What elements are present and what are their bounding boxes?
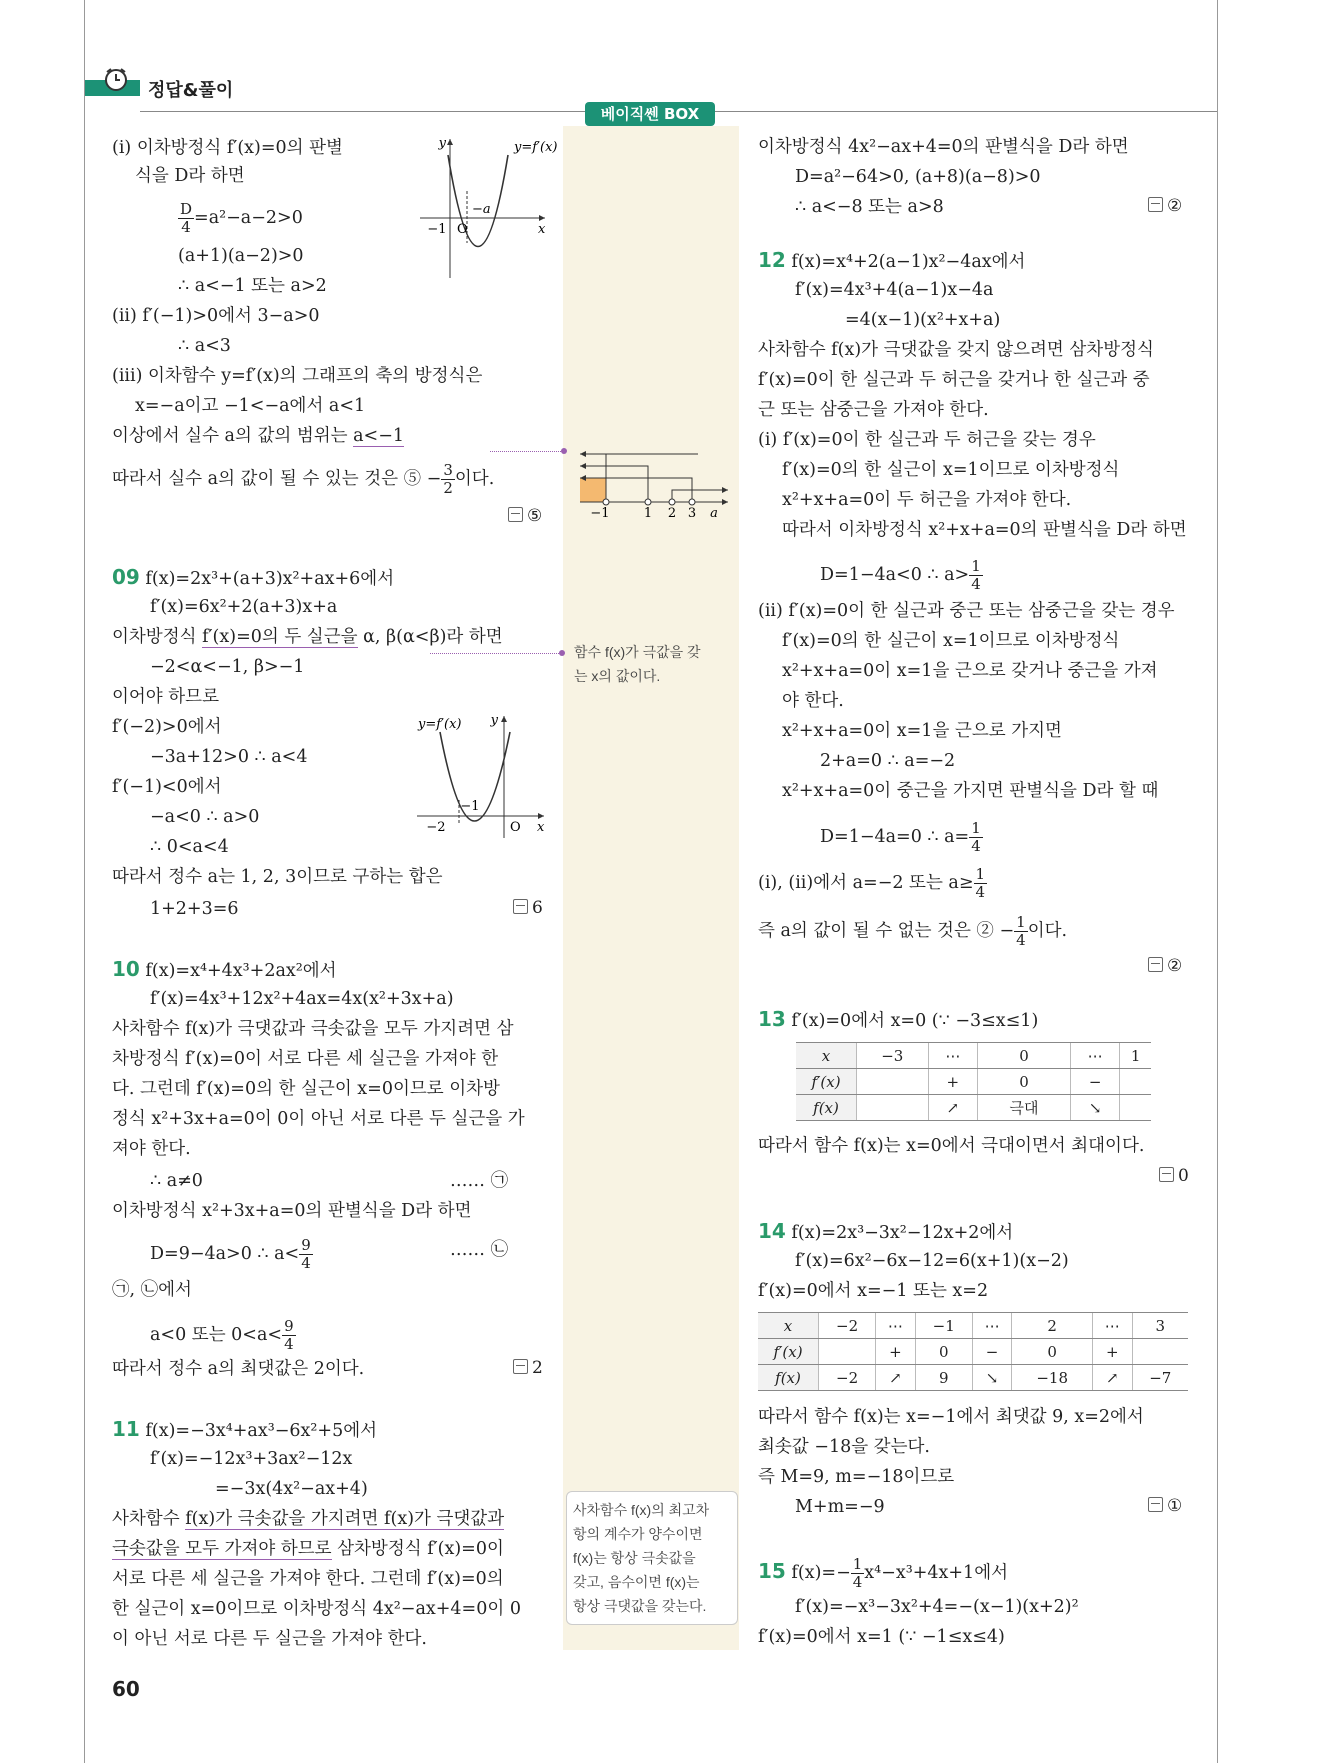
p10-conclusion: 따라서 정수 a의 최댓값은 2이다. [112,1359,365,1379]
frac-num: 1 [852,1555,863,1573]
p13-conclusion: 따라서 함수 f(x)는 x=0에서 극대이면서 최대이다. [758,1136,1145,1156]
p15-l1pre: f(x)=− [791,1563,851,1583]
g2-origin: O [510,820,521,835]
p08-answer [508,506,542,526]
p10-para3: 다. 그런데 f′(x)=0의 한 실근이 x=0이므로 이차방 [112,1079,500,1099]
p11-number: 11 [112,1417,140,1441]
p09-line1 [112,564,394,592]
table-cell: − [1070,1069,1120,1095]
p12-line3: =4(x−1)(x²+x+a) [845,310,1001,330]
p12-case2: (ii) f′(x)=0이 한 실근과 중근 또는 삼중근을 갖는 경우 [758,601,1175,621]
note2-line4: 갖고, 음수이면 f(x)는 [573,1574,700,1590]
table-cell: −2 [819,1313,876,1339]
table-cell [1120,1069,1151,1095]
table-cell: −18 [1012,1365,1093,1391]
g2-flabel: y=f′(x) [418,717,462,732]
p11-l1: f(x)=−3x⁴+ax³−6x²+5에서 [145,1421,378,1441]
p12-line1 [758,247,1025,275]
table-cell: 0 [1012,1339,1093,1365]
table-cell: − [972,1339,1012,1365]
p12-d2-text: D=1−4a=0 ∴ a= [820,827,970,847]
p15-number: 15 [758,1559,786,1583]
table-cell: ↗ [928,1095,978,1121]
note2-line3: f(x)는 항상 극솟값을 [573,1550,696,1566]
page-border-left [84,0,85,1763]
table-cell: f′(x) [796,1069,857,1095]
table-cell: 극대 [978,1095,1071,1121]
table-cell [1132,1339,1188,1365]
p12-from-text: (i), (ii)에서 a=−2 또는 a≥ [758,873,974,893]
p14-answer [1148,1496,1182,1516]
table-cell: ↘ [972,1365,1012,1391]
g1-minus1: −1 [427,222,447,237]
answer-text: ① [1167,1496,1183,1516]
p08-range-line [112,423,404,449]
table-cell: f(x) [758,1365,819,1391]
frac-den: 4 [284,1335,294,1353]
p08-line-f: x=−a이고 −1<−a에서 a<1 [135,396,366,416]
g2-minus2: −2 [426,820,446,835]
frac-den: 4 [1016,931,1026,949]
table-cell: −1 [915,1313,972,1339]
nl-a: a [710,506,718,520]
header-title: 정답&풀이 [148,80,234,101]
frac-num: 1 [975,865,986,883]
table-cell: 0 [978,1069,1071,1095]
p12-answer [1148,956,1182,976]
g2-minus1: −1 [460,799,480,814]
p09-line8: f′(−1)<0에서 [112,777,222,797]
p09-number: 09 [112,565,140,589]
table-cell: −3 [857,1043,929,1069]
p11-answer [1148,196,1182,216]
p11-l4u: f(x)가 극솟값을 가지려면 f(x)가 극댓값과 [185,1509,505,1529]
p14-l1: f(x)=2x³−3x²−12x+2에서 [791,1223,1014,1243]
table-cell: + [1093,1339,1133,1365]
p12-para1: 사차함수 f(x)가 극댓값을 갖지 않으려면 삼차방정식 [758,340,1154,360]
p09-line4: −2<α<−1, β>−1 [150,657,305,677]
p09-line2: f′(x)=6x²+2(a+3)x+a [150,597,338,617]
p09-line6: f′(−2)>0에서 [112,717,222,737]
p12-case2-a: f′(x)=0의 한 실근이 x=1이므로 이차방정식 [782,631,1120,651]
table-cell: 9 [915,1365,972,1391]
p10-para1: 사차함수 f(x)가 극댓값과 극솟값을 모두 가지려면 삼 [112,1019,514,1039]
table-cell: −7 [1132,1365,1188,1391]
p15-line3: f′(x)=0에서 x=1 (∵ −1≤x≤4) [758,1627,1005,1647]
frac-num: 1 [1016,913,1026,931]
g1-flabel: y=f′(x) [514,140,558,155]
p08-disc-rest: =a²−a−2>0 [194,208,303,228]
table-cell: 2 [1012,1313,1093,1339]
p13-line1 [758,1006,1038,1034]
p12-case1-a: f′(x)=0의 한 실근이 x=1이므로 이차방정식 [782,460,1120,480]
frac-den: 4 [301,1254,311,1272]
answer-icon [513,899,528,914]
p08-line-d: ∴ a<3 [178,336,231,356]
p12-from [758,866,987,901]
p09-l3u: f′(x)=0의 두 실근을 [202,627,358,647]
frac-num: 9 [301,1236,311,1254]
p08-line-a: (a+1)(a−2)>0 [178,246,304,266]
p12-concl-pre: 즉 a의 값이 될 수 없는 것은 ② − [758,921,1015,941]
table-cell: 1 [1120,1043,1151,1069]
p12-concl-post: 이다. [1027,921,1068,941]
p12-case2-c: 야 한다. [782,691,844,711]
p11-line6: 서로 다른 세 실근을 가져야 한다. 그런데 f′(x)=0의 [112,1569,504,1589]
nl-tick2: 2 [667,506,677,520]
graph-parabola-1 [410,133,560,283]
frac-num: 1 [971,557,981,575]
p13-number: 13 [758,1007,786,1031]
p12-case2-d: x²+x+a=0이 x=1을 근으로 가지면 [782,721,1062,741]
p10-dline [150,1237,313,1272]
p11-l4a: 사차함수 [112,1509,186,1529]
table-cell: + [876,1339,916,1365]
p09-line10: ∴ 0<a<4 [150,837,229,857]
frac-den: 4 [975,883,986,901]
p10-line2: f′(x)=4x³+12x²+4ax=4x(x²+3x+a) [150,989,454,1009]
table-cell: x [758,1313,819,1339]
g2-xlabel: x [537,820,545,835]
table-cell: −2 [819,1365,876,1391]
p14-concl2: 최솟값 −18을 갖는다. [758,1437,930,1457]
p09-line11: 따라서 정수 a는 1, 2, 3이므로 구하는 합은 [112,867,443,887]
table-cell: ⋯ [876,1313,916,1339]
range-pre: 이상에서 실수 a의 값의 범위는 [112,426,354,446]
p11-line2: f′(x)=−12x³+3ax²−12x [150,1449,353,1469]
p12-case1-b: x²+x+a=0이 두 허근을 가져야 한다. [782,490,1072,510]
p12-conclusion [758,914,1067,949]
p10-number: 10 [112,957,140,981]
concl-pre: 따라서 실수 a의 값이 될 수 있는 것은 ⑤ − [112,469,442,489]
p10-mark1: …… ㉠ [450,1171,509,1191]
graph-parabola-2 [412,712,552,840]
table-row [796,1043,1151,1069]
answer-text: ② [1167,956,1183,976]
answer-text: ⑤ [527,506,543,526]
table-row [796,1095,1151,1121]
g1-xlabel: x [538,222,546,237]
p10-neq: ∴ a≠0 [150,1171,203,1191]
p08-disc-line [178,201,303,236]
p11-l5u: 극솟값을 모두 가져야 하므로 [112,1539,332,1559]
page-border-right [1217,0,1218,1763]
p11c-line1: 이차방정식 4x²−ax+4=0의 판별식을 D라 하면 [758,137,1129,157]
frac-den: 4 [181,218,191,236]
answer-icon [508,507,523,522]
p14-line2: f′(x)=6x²−6x−12=6(x+1)(x−2) [795,1251,1069,1271]
p12-case2-e: 2+a=0 ∴ a=−2 [820,751,956,771]
frac-num: 1 [971,819,981,837]
answer-icon [513,1359,528,1374]
middle-column-bg [563,126,739,1650]
frac-den: 2 [443,479,453,497]
g1-ylabel: y [438,136,446,151]
note1-line2: 는 x의 값이다. [574,668,661,684]
table-row [758,1339,1188,1365]
table-cell: 0 [915,1339,972,1365]
p10-answer [513,1358,543,1378]
p12-case2-f: x²+x+a=0이 중근을 가지면 판별식을 D라 할 때 [782,781,1159,801]
page-number: 60 [112,1677,140,1701]
table-cell: ⋯ [1093,1313,1133,1339]
number-line-diagram [578,440,733,520]
p12-case2-b: x²+x+a=0이 x=1을 근으로 갖거나 중근을 가져 [782,661,1158,681]
frac-den: 4 [852,1573,863,1591]
p10-para4: 정식 x²+3x+a=0이 0이 아닌 서로 다른 두 실근을 가 [112,1109,525,1129]
table-cell: ↗ [876,1365,916,1391]
p10-mark2: …… ㉡ [450,1240,509,1260]
connector-dot-1 [561,448,567,454]
note2-line2: 항의 계수가 양수이면 [573,1526,703,1542]
p12-para2: f′(x)=0이 한 실근과 두 허근을 갖거나 한 실근과 중 [758,370,1150,390]
p08-line-e: (iii) 이차함수 y=f′(x)의 그래프의 축의 방정식은 [112,366,483,386]
p14-concl1: 따라서 함수 f(x)는 x=−1에서 최댓값 9, x=2에서 [758,1407,1144,1427]
p09-l3b: α, β(α<β)라 하면 [357,627,503,647]
p14-concl3: 즉 M=9, m=−18이므로 [758,1467,955,1487]
table-cell: + [928,1069,978,1095]
table-cell: 3 [1132,1313,1188,1339]
p14-line3: f′(x)=0에서 x=−1 또는 x=2 [758,1281,989,1301]
g1-minus-a: −a [472,202,491,217]
table-cell: ⋯ [1070,1043,1120,1069]
p12-line2: f′(x)=4x³+4(a−1)x−4a [795,280,994,300]
p14-sign-table [758,1312,1188,1391]
p12-case1: (i) f′(x)=0이 한 실근과 두 허근을 갖는 경우 [758,430,1096,450]
p10-from: ㉠, ㉡에서 [112,1280,192,1300]
range-value: a<−1 [353,426,405,446]
answer-icon [1159,1167,1174,1182]
p12-para3: 근 또는 삼중근을 가져야 한다. [758,400,989,420]
dotted-connector-2 [430,653,563,654]
p10-line1 [112,956,337,984]
p13-l1: f′(x)=0에서 x=0 (∵ −3≤x≤1) [791,1011,1039,1031]
frac-num: 3 [443,461,453,479]
table-cell [1120,1095,1151,1121]
answer-icon [1148,1497,1163,1512]
table-cell: ↘ [1070,1095,1120,1121]
table-cell: x [796,1043,857,1069]
p12-d1 [820,558,983,593]
table-cell: f(x) [796,1095,857,1121]
frac-num: D [180,200,193,218]
p14-concl4: M+m=−9 [795,1497,885,1517]
dotted-connector-1 [490,451,565,452]
table-cell: ⋯ [928,1043,978,1069]
p12-number: 12 [758,248,786,272]
p10-para5: 져야 한다. [112,1139,191,1159]
p10-para2: 차방정식 f′(x)=0이 서로 다른 세 실근을 가져야 한 [112,1049,499,1069]
frac-num: 9 [284,1317,294,1335]
p09-l3a: 이차방정식 [112,627,203,647]
p10-l1: f(x)=x⁴+4x³+2ax²에서 [145,961,337,981]
table-row [758,1365,1188,1391]
p12-d2 [820,820,983,855]
p10-disc: 이차방정식 x²+3x+a=0의 판별식을 D라 하면 [112,1201,472,1221]
p09-line7: −3a+12>0 ∴ a<4 [150,747,308,767]
p13-answer [1159,1166,1189,1186]
table-cell [819,1339,876,1365]
connector-dot-2 [559,650,565,656]
nl-tick3: 3 [687,506,697,520]
g1-origin: O [457,222,468,237]
p11-line7: 한 실근이 x=0이므로 이차방정식 4x²−ax+4=0이 0 [112,1599,521,1619]
note1-line1: 함수 f(x)가 극값을 갖 [574,644,701,660]
p08-case1-line1: (i) 이차방정식 f′(x)=0의 판별 [112,138,343,158]
p14-line1 [758,1218,1013,1246]
p08-case1-line2: 식을 D라 하면 [135,166,245,186]
p09-line5: 이어야 하므로 [112,687,219,707]
p14-number: 14 [758,1219,786,1243]
p11-line3: =−3x(4x²−ax+4) [215,1479,368,1499]
p15-l1post: x⁴−x³+4x+1에서 [864,1563,1009,1583]
table-row [796,1069,1151,1095]
basic-box-label: 베이직쎈 BOX [585,102,715,126]
p11c-line3: ∴ a<−8 또는 a>8 [795,197,944,217]
answer-icon [1148,957,1163,972]
p09-line3 [112,624,503,650]
p11c-line2: D=a²−64>0, (a+8)(a−8)>0 [795,167,1041,187]
p09-line12: 1+2+3=6 [150,899,239,919]
p12-case1-c: 따라서 이차방정식 x²+x+a=0의 판별식을 D라 하면 [782,520,1187,540]
p11-line8: 이 아닌 서로 다른 두 실근을 가져야 한다. [112,1629,427,1649]
alarm-clock-icon [103,66,129,92]
p12-l1: f(x)=x⁴+2(a−1)x²−4ax에서 [791,252,1026,272]
p15-line1 [758,1556,1008,1591]
table-row [758,1313,1188,1339]
note-quartic-box [566,1491,738,1625]
p08-line-b: ∴ a<−1 또는 a>2 [178,276,327,296]
p15-line2: f′(x)=−x³−3x²+4=−(x−1)(x+2)² [795,1597,1079,1617]
p09-answer [513,898,543,918]
p11-line1 [112,1416,377,1444]
frac-den: 4 [971,837,981,855]
nl-tick1: 1 [643,506,653,520]
note2-line5: 항상 극댓값을 갖는다. [573,1598,707,1614]
answer-text: 6 [532,898,543,918]
p12-d1-text: D=1−4a<0 ∴ a> [820,565,970,585]
table-cell: f′(x) [758,1339,819,1365]
table-cell: ↗ [1093,1365,1133,1391]
table-cell: 0 [978,1043,1071,1069]
answer-text: ② [1167,196,1183,216]
concl-post: 이다. [454,469,495,489]
answer-text: 2 [532,1358,543,1378]
table-cell: ⋯ [972,1313,1012,1339]
note2-line1: 사차함수 f(x)의 최고차 [573,1502,710,1518]
g2-ylabel: y [490,713,498,728]
p10-res-pre: a<0 또는 0<a< [150,1325,283,1345]
table-cell [857,1069,929,1095]
p09-line9: −a<0 ∴ a>0 [150,807,260,827]
p08-conclusion [112,462,494,497]
p10-result [150,1318,296,1353]
table-cell [857,1095,929,1121]
p11-line5 [112,1536,504,1562]
p08-line-c: (ii) f′(−1)>0에서 3−a>0 [112,306,320,326]
p11-l5b: 삼차방정식 f′(x)=0이 [331,1539,504,1559]
p09-l1: f(x)=2x³+(a+3)x²+ax+6에서 [145,569,395,589]
answer-text: 0 [1178,1166,1189,1186]
p11-line4 [112,1506,504,1532]
nl-minus1: −1 [590,506,610,520]
p10-dline-text: D=9−4a>0 ∴ a< [150,1244,300,1264]
frac-den: 4 [971,575,981,593]
p13-sign-table [796,1042,1151,1121]
answer-icon [1148,197,1163,212]
note-extremum-x [574,640,701,688]
